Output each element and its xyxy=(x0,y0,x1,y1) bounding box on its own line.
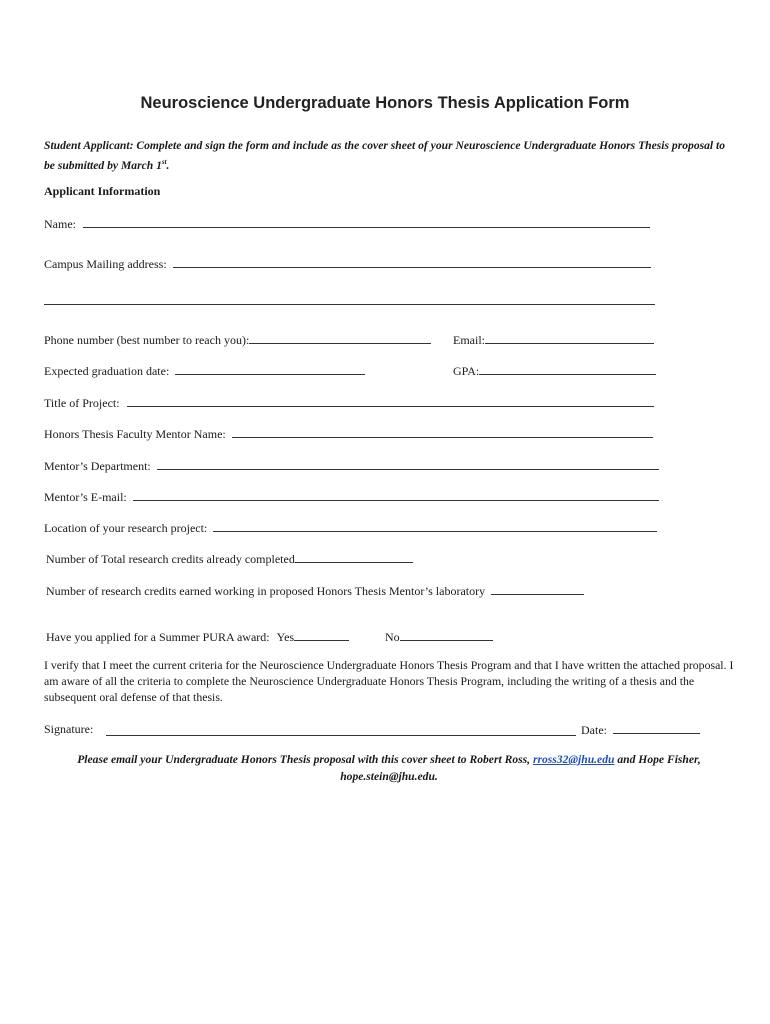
mentor-email-field[interactable] xyxy=(133,489,659,501)
gpa-row xyxy=(453,363,656,378)
verification-statement: I verify that I meet the current criteria for the Neuroscience Undergraduate Honors Thesis Program and that I have written the attached proposal. I am aware of all the criteria to complete the Neuroscience Undergraduate Honors Thesis Program, including the writing of a thesis and the subsequent oral defense of that thesis. xyxy=(44,658,734,704)
footer-text-middle: and Hope Fisher, xyxy=(617,753,701,766)
mentor-name-row xyxy=(44,426,653,441)
pura-no-field[interactable] xyxy=(400,629,493,641)
form-title: Neuroscience Undergraduate Honors Thesis Application Form xyxy=(140,94,630,112)
grad-date-row xyxy=(44,363,365,378)
pura-yes-label: Yes xyxy=(276,630,295,644)
mentor-email-row xyxy=(44,489,659,504)
email-field[interactable] xyxy=(485,332,654,344)
mentor-dept-label: Mentor’s Department: xyxy=(44,459,151,473)
submission-instructions xyxy=(44,751,734,785)
project-title-field[interactable] xyxy=(127,395,654,407)
footer-text-before: Please email your Undergraduate Honors Thesis proposal with this cover sheet to Robert Ross, xyxy=(77,753,531,766)
date-field[interactable] xyxy=(613,722,700,734)
intro-text: Student Applicant: Complete and sign the form and include as the cover sheet of your Neuroscience Undergraduate Honors Thesis proposal to be submitted by March 1 xyxy=(44,139,726,172)
email-label: Email: xyxy=(453,333,485,347)
signature-label: Signature: xyxy=(44,722,94,736)
project-title-label: Title of Project: xyxy=(44,396,120,410)
lab-credits-label: Number of research credits earned working in proposed Honors Thesis Mentor’s laboratory xyxy=(46,584,486,598)
location-field[interactable] xyxy=(213,520,657,532)
mentor-name-label: Honors Thesis Faculty Mentor Name: xyxy=(44,427,226,441)
intro-end: . xyxy=(166,158,170,172)
pura-yes-field[interactable] xyxy=(294,629,349,641)
name-row xyxy=(44,216,650,231)
address-field-line-2[interactable] xyxy=(44,293,655,305)
phone-field[interactable] xyxy=(249,332,431,344)
name-field[interactable] xyxy=(83,216,650,228)
section-heading: Applicant Information xyxy=(44,184,161,198)
location-row xyxy=(44,520,657,535)
mentor-email-label: Mentor’s E-mail: xyxy=(44,490,127,504)
mentor-name-field[interactable] xyxy=(232,426,653,438)
lab-credits-field[interactable] xyxy=(491,583,584,595)
email-row xyxy=(453,332,654,347)
address-field[interactable] xyxy=(173,256,651,268)
pura-row xyxy=(46,629,349,644)
mentor-dept-field[interactable] xyxy=(157,458,659,470)
intro-superscript: st xyxy=(161,158,167,166)
robert-ross-email-link[interactable]: rross32@jhu.edu xyxy=(532,753,615,766)
gpa-field[interactable] xyxy=(479,363,656,375)
location-label: Location of your research project: xyxy=(44,521,208,535)
lab-credits-row xyxy=(46,583,584,598)
phone-label: Phone number (best number to reach you): xyxy=(44,333,250,347)
gpa-label: GPA: xyxy=(453,364,480,378)
phone-row xyxy=(44,332,431,347)
grad-date-field[interactable] xyxy=(175,363,365,375)
project-title-row xyxy=(44,395,654,410)
name-label: Name: xyxy=(44,217,76,231)
total-credits-row xyxy=(46,551,413,566)
total-credits-field[interactable] xyxy=(295,551,413,563)
grad-date-label: Expected graduation date: xyxy=(44,364,170,378)
intro-instructions xyxy=(44,137,734,174)
signature-field[interactable] xyxy=(106,735,576,736)
address-row xyxy=(44,256,651,271)
total-credits-label: Number of Total research credits already completed xyxy=(46,552,295,566)
mentor-dept-row xyxy=(44,458,659,473)
pura-label: Have you applied for a Summer PURA award: xyxy=(46,630,270,644)
date-label: Date: xyxy=(581,723,607,737)
address-row-2 xyxy=(44,293,655,308)
date-row xyxy=(581,722,700,737)
address-label: Campus Mailing address: xyxy=(44,257,167,271)
pura-no-label: No xyxy=(385,630,400,644)
hope-fisher-email: hope.stein@jhu.edu. xyxy=(340,770,438,783)
pura-no-row xyxy=(385,629,493,644)
